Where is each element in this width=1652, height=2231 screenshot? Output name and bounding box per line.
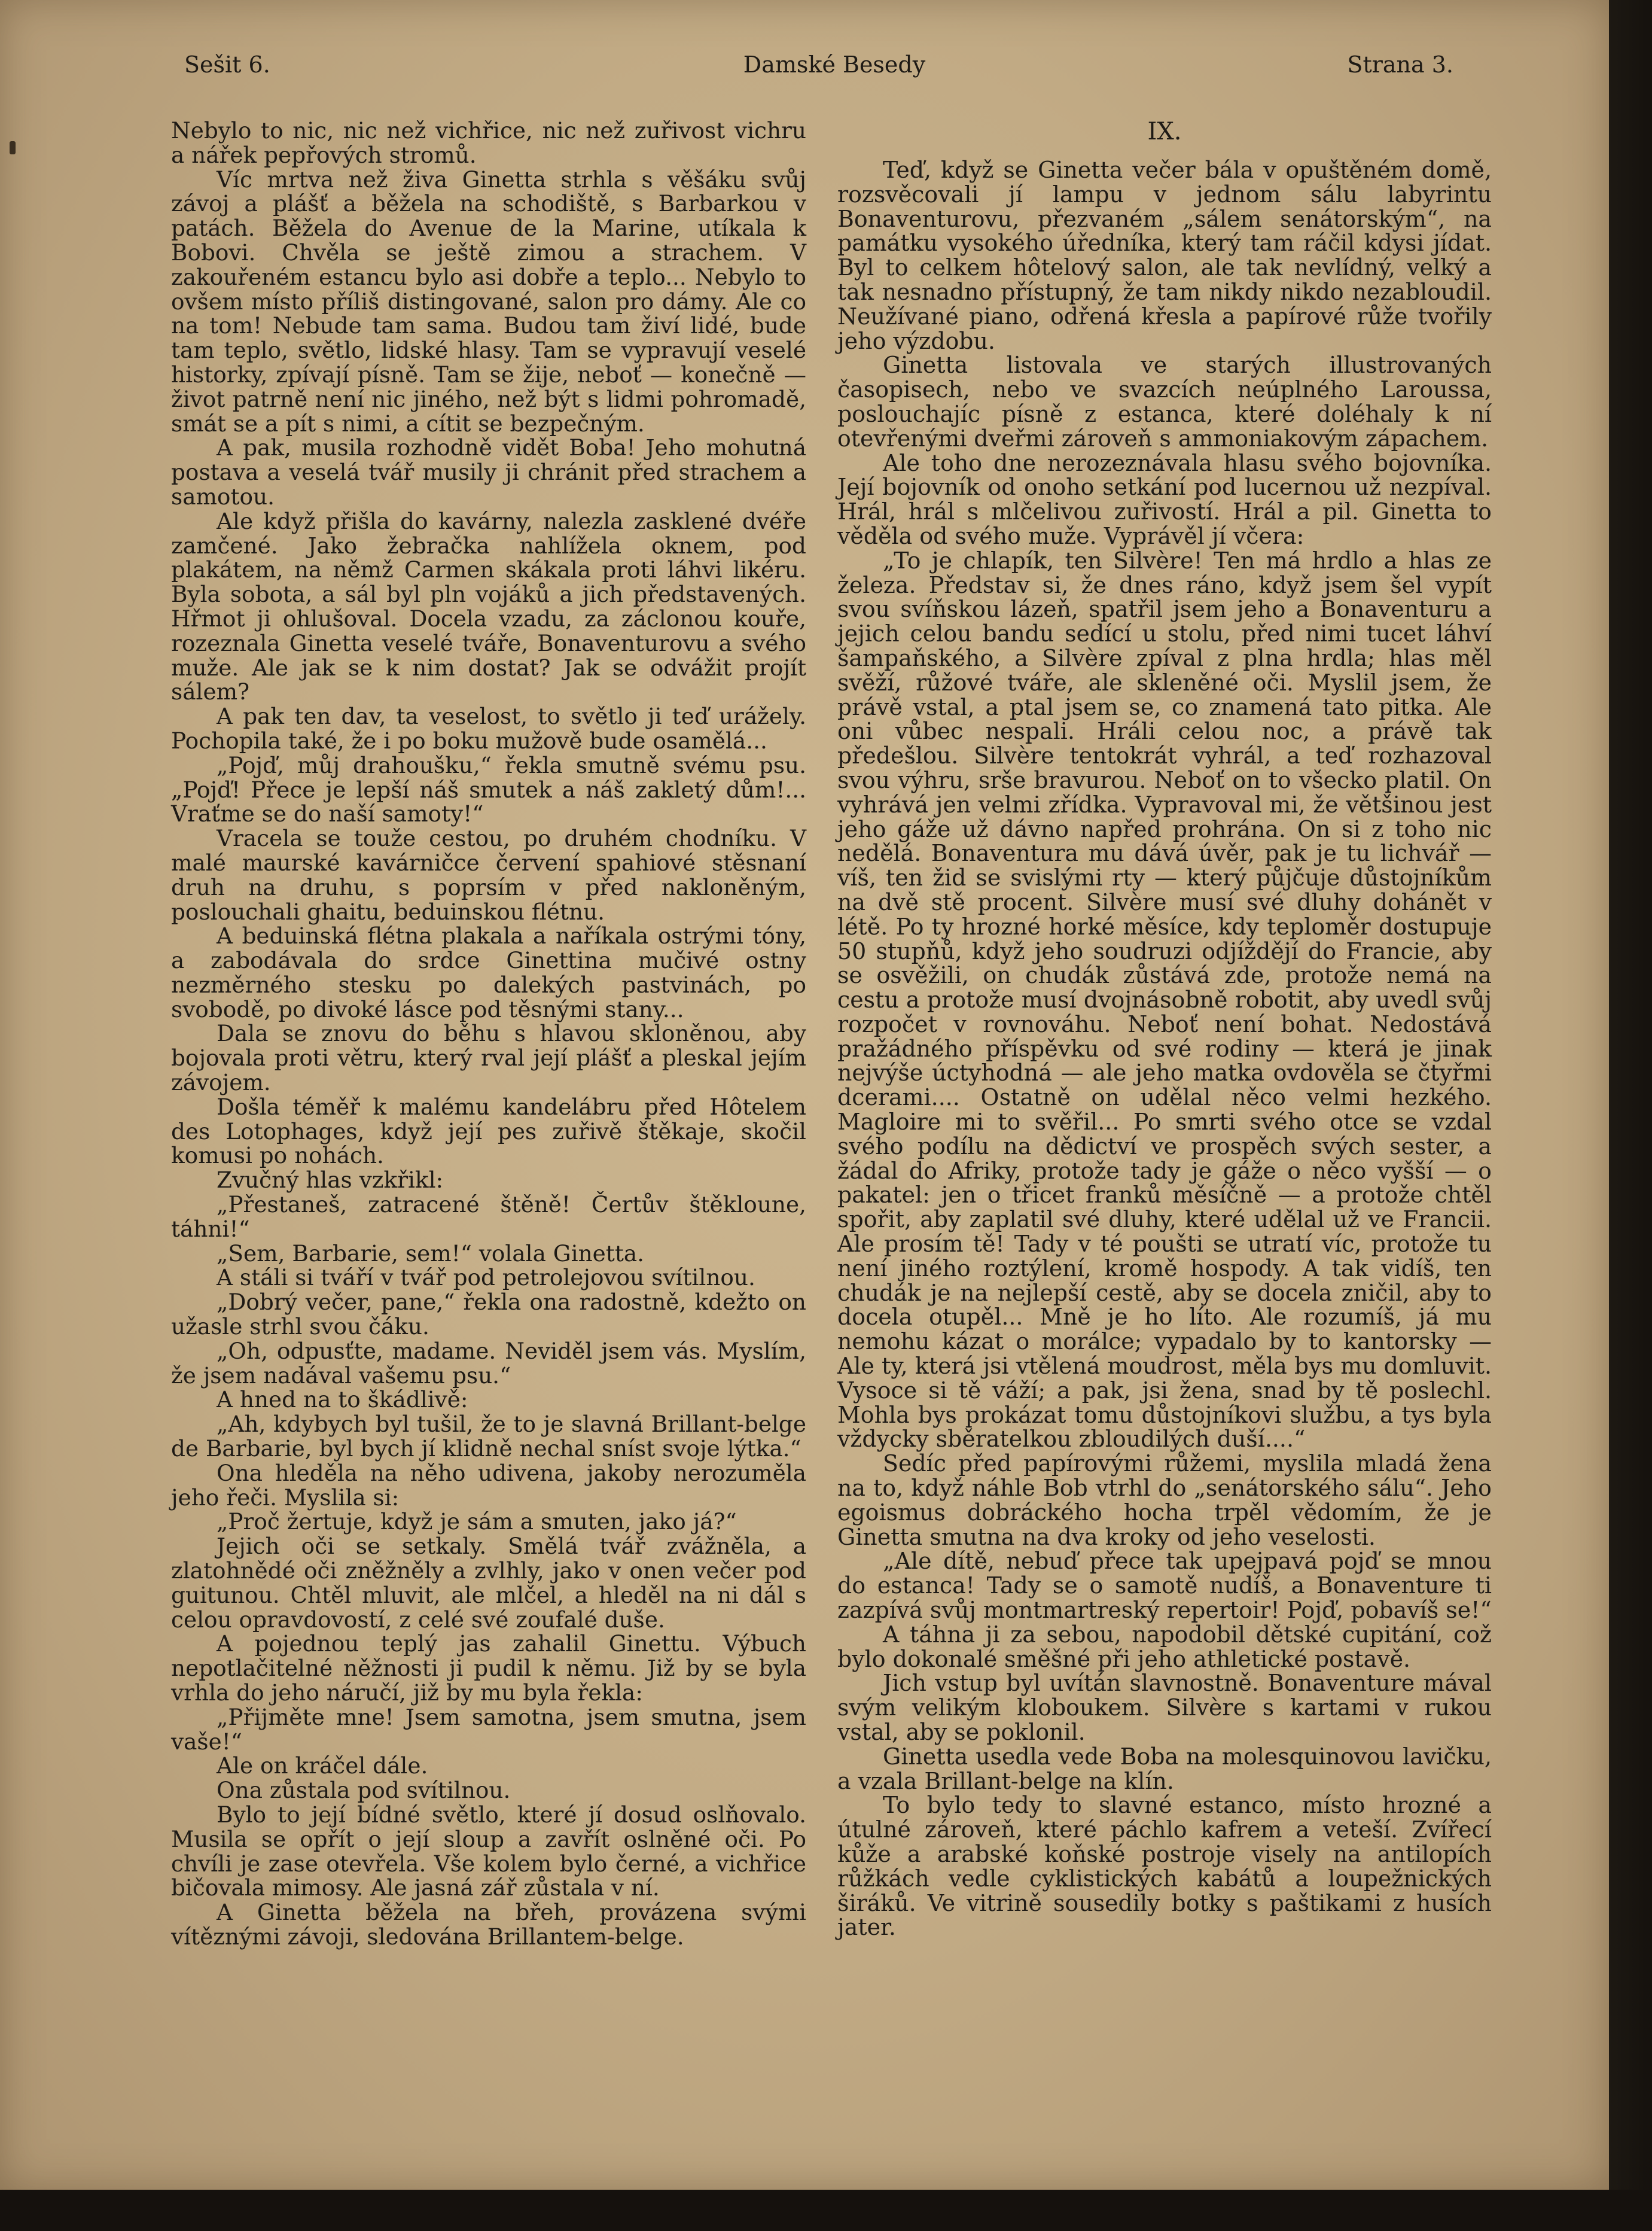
- paragraph: Zvučný hlas vzkřikl:: [217, 1167, 444, 1194]
- paragraph: A pak ten dav, ta veselost, to světlo ji teď urážely. Pochopila také, že i po boku mužově bude osamělá...: [171, 703, 806, 754]
- scan-edge-bottom: [0, 2190, 1652, 2231]
- paragraph: Jich vstup byl uvítán slavnostně. Bonaventure mával svým velikým kloboukem. Silvère s kartami v rukou vstal, aby se poklonil.: [837, 1670, 1492, 1745]
- paragraph: Došla téměř k malému kandelábru před Hôtelem des Lotophages, když její pes zuřivě štěkaje, skočil komusi po nohách.: [171, 1093, 806, 1169]
- paragraph: A beduinská flétna plakala a naříkala ostrými tóny, a zabodávala do srdce Ginettina mučivé ostny nezměrného stesku po dalekých pastvinách, po svobodě, po divoké lásce pod těsnými stany...: [171, 923, 806, 1022]
- paragraph: Nebylo to nic, nic než vichřice, nic než zuřivost vichru a nářek pepřových stromů.: [171, 117, 806, 168]
- paragraph: Ona hleděla na něho udivena, jakoby nerozuměla jeho řeči. Myslila si:: [171, 1459, 806, 1511]
- right-column: [837, 118, 1492, 1940]
- paragraph: „Ale dítě, nebuď přece tak upejpavá pojď se mnou do estanca! Tady se o samotě nudíš, a Bonaventure ti zazpívá svůj montmartreský repertoir! Pojď, pobavíš se!“: [837, 1548, 1492, 1624]
- paragraph: „Ah, kdybych byl tušil, že to je slavná Brillant-belge de Barbarie, byl bych jí klidně nechal sníst svoje lýtka.“: [171, 1411, 806, 1462]
- paragraph: Ginetta usedla vede Boba na molesquinovou lavičku, a vzala Brillant-belge na klín.: [837, 1743, 1492, 1794]
- paragraph: A táhna ji za sebou, napodobil dětské cupitání, což bylo dokonalé směšné při jeho athletické postavě.: [837, 1621, 1492, 1672]
- paragraph: Teď, když se Ginetta večer bála v opuštěném domě, rozsvěcovali jí lampu v jednom sálu labyrintu Bonaventurovu, přezvaném „sálem senátorským“, na památku vysokého úředníka, který tam ráčil kdysi jídat. Byl to celkem hôtelový salon, ale tak nevlídný, velký a tak nesnadno přístupný, že tam nikdy nikdo nezabloudil. Neužívané piano, odřená křesla a papírové růže tvořily jeho výzdobu.: [837, 157, 1492, 354]
- paragraph: Ginetta listovala ve starých illustrovaných časopisech, nebo ve svazcích neúplného Laroussa, poslouchajíc písně z estanca, které doléhaly k ní otevřenými dveřmi zároveň s ammoniakovým zápachem.: [837, 352, 1492, 452]
- paragraph: Sedíc před papírovými růžemi, myslila mladá žena na to, když náhle Bob vtrhl do „senátorského sálu“. Jeho egoismus dobráckého hocha trpěl vědomím, že je Ginetta smutna na dva kroky od jeho veselosti.: [837, 1450, 1492, 1550]
- paragraph: Jejich oči se setkaly. Smělá tvář zvážněla, a zlatohnědé oči zněžněly a zvlhly, jako v onen večer pod guitunou. Chtěl mluvit, ale mlčel, a hleděl na ni dál s celou opravdovostí, z celé své zoufalé duše.: [171, 1533, 806, 1633]
- paragraph: Víc mrtva než živa Ginetta strhla s věšáku svůj závoj a plášť a běžela na schodiště, s Barbarkou v patách. Běžela do Avenue de la Marine, utíkala k Bobovi. Chvěla se ještě zimou a strachem. V zakouřeném estancu bylo asi dobře a teplo... Nebylo to ovšem místo příliš distingované, salon pro dámy. Ale co na tom! Nebude tam sama. Budou tam živí lidé, bude tam teplo, světlo, lidské hlasy. Tam se vypravují veselé historky, zpívají písně. Tam se žije, neboť — konečně — život patrně není nic jiného, než být s lidmi pohromadě, smát se a pít s nimi, a cítit se bezpečným.: [171, 166, 806, 437]
- scan-edge-right: [1609, 0, 1652, 2231]
- paragraph: A pojednou teplý jas zahalil Ginettu. Výbuch nepotlačitelné něžnosti ji pudil k němu. Již by se byla vrhla do jeho náručí, již by mu byla řekla:: [171, 1630, 806, 1706]
- header-issue: Sešit 6.: [184, 51, 270, 78]
- paragraph: „To je chlapík, ten Silvère! Ten má hrdlo a hlas ze železa. Představ si, že dnes ráno, když jsem šel vypít svou svíňskou lázeň, spatřil jsem jeho a Bonaventuru a jejich celou bandu sedící u stolu, před nimi tucet láhví šampaňského, a Silvère zpíval z plna hrdla; hlas měl svěží, růžové tváře, ale skleněné oči. Myslil jsem, že právě vstal, a ptal jsem se, co znamená tato pitka. Ale oni vůbec nespali. Hráli celou noc, a právě tak předešlou. Silvère tentokrát vyhrál, a teď rozhazoval svou výhru, srše bravurou. Neboť on to všecko platil. On vyhrává jen velmi zřídka. Vypravoval mi, že většinou jest jeho gáže už dávno napřed prohrána. On si z toho nic nedělá. Bonaventura mu dává úvěr, pak je tu lichvář — víš, ten žid se svislými rty — který půjčuje důstojníkům na dvě stě procent. Silvère musí své dluhy dohánět v létě. Po ty hrozné horké měsíce, kdy teploměr dostupuje 50 stupňů, když jeho soudruzi odjíždějí do Francie, aby se osvěžili, on chudák zůstává zde, protože nemá na cestu a protože musí dvojnásobně robotit, aby uvedl svůj rozpočet v rovnováhu. Neboť není bohat. Nedostává pražádného příspěvku od své rodiny — která je jinak nejvýše úctyhodná — ale jeho matka ovdověla se čtyřmi dcerami.... Ostatně on udělal něco velmi hezkého. Magloire mi to svěřil... Po smrti svého otce se vzdal svého podílu na dědictví ve prospěch svých sester, a žádal do Afriky, protože tady je gáže o něco vyšší — o pakatel: jen o třicet franků měsíčně — a protože chtěl spořit, aby zaplatil své dluhy, které udělal už ve Francii. Ale prosím tě! Tady v té poušti se utratí víc, protože tu není jiného roztýlení, kromě hospody. A tak vidíš, ten chudák je na nejlepší cestě, aby se docela zničil, aby to docela otupěl... Mně je ho líto. Ale rozumíš, já mu nemohu kázat o morálce; vypadalo by to kantorsky — Ale ty, která jsi vtělená moudrost, měla bys mu domluvit. Vysoce si tě váží; a pak, jsi žena, snad by tě poslechl. Mohla bys prokázat tomu důstojníkovi službu, a tys byla vždycky sběratelkou zbloudilých duší....“: [837, 547, 1492, 1453]
- paragraph: Ale toho dne nerozeznávala hlasu svého bojovníka. Její bojovník od onoho setkání pod lucernou už nezpíval. Hrál, hrál s mlčelivou zuřivostí. Hrál a pil. Ginetta to věděla od svého muže. Vyprávěl jí včera:: [837, 449, 1492, 549]
- paragraph: „Přijměte mne! Jsem samotna, jsem smutna, jsem vaše!“: [171, 1703, 806, 1755]
- paragraph: „Oh, odpusťte, madame. Neviděl jsem vás. Myslím, že jsem nadával vašemu psu.“: [171, 1337, 806, 1389]
- paragraph: Dala se znovu do běhu s hlavou skloněnou, aby bojovala proti větru, který rval její plášť a pleskal jejím závojem.: [171, 1020, 806, 1096]
- paragraph: A hned na to škádlivě:: [217, 1386, 468, 1413]
- chapter-heading: IX.: [1147, 118, 1182, 145]
- left-column: [171, 118, 806, 1949]
- header-title: Damské Besedy: [743, 51, 926, 78]
- paragraph: „Přestaneš, zatracené štěně! Čertův štěkloune, táhni!“: [171, 1191, 806, 1242]
- paragraph: Vracela se touže cestou, po druhém chodníku. V malé maurské kavárničce červení spahiové stěsnaní druh na druhu, s poprsím v před nakloněným, poslouchali ghaitu, beduinskou flétnu.: [171, 825, 806, 925]
- paragraph: A stáli si tváří v tvář pod petrolejovou svítilnou.: [217, 1264, 755, 1291]
- paragraph: A pak, musila rozhodně vidět Boba! Jeho mohutná postava a veselá tvář musily ji chránit před strachem a samotou.: [171, 434, 806, 510]
- paragraph: „Pojď, můj drahoušku,“ řekla smutně svému psu. „Pojď! Přece je lepší náš smutek a náš zakletý dům!... Vraťme se do naší samoty!“: [171, 751, 806, 827]
- paragraph: „Sem, Barbarie, sem!“ volala Ginetta.: [217, 1240, 645, 1267]
- paragraph: A Ginetta běžela na břeh, provázena svými vítěznými závoji, sledována Brillantem-belge.: [171, 1899, 806, 1950]
- paragraph: Ona zůstala pod svítilnou.: [217, 1777, 511, 1804]
- paragraph: „Dobrý večer, pane,“ řekla ona radostně, kdežto on užasle strhl svou čáku.: [171, 1289, 806, 1340]
- paragraph: Ale když přišla do kavárny, nalezla zasklené dvéře zamčené. Jako žebračka nahlížela oknem, pod plakátem, na němž Carmen skákala proti láhvi likéru. Byla sobota, a sál byl pln vojáků a jich představených. Hřmot ji ohlušoval. Docela vzadu, za záclonou kouře, rozeznala Ginetta veselé tváře, Bonaventurovu a svého muže. Ale jak se k nim dostat? Jak se odvážit projít sálem?: [171, 507, 806, 705]
- paragraph: „Proč žertuje, když je sám a smuten, jako já?“: [217, 1508, 737, 1535]
- paragraph: Bylo to její bídné světlo, které jí dosud oslňovalo. Musila se opřít o její sloup a zavřít oslněné oči. Po chvíli je zase otevřela. Vše kolem bylo černé, a vichřice bičovala mimosy. Ale jasná zář zůstala v ní.: [171, 1801, 806, 1901]
- margin-mark: [10, 141, 16, 154]
- header-page-number: Strana 3.: [1347, 51, 1453, 78]
- paragraph: To bylo tedy to slavné estanco, místo hrozné a útulné zároveň, které páchlo kafrem a veteší. Zvířecí kůže a arabské koňské postroje visely na antilopích růžkách vedle cyklistických kabátů a loupežnických širáků. Ve vitrině sousedily botky s paštikami z husích jater.: [837, 1792, 1492, 1941]
- paragraph: Ale on kráčel dále.: [217, 1752, 428, 1779]
